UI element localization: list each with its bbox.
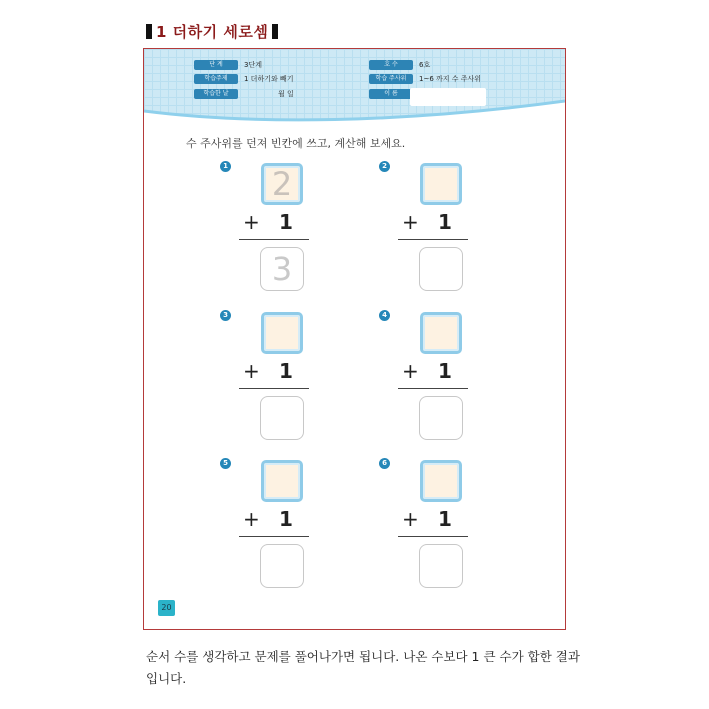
label-topic: 학습주제 [194, 74, 238, 84]
sum-line [398, 388, 468, 389]
sum-line [239, 239, 309, 240]
label-date: 학습한 날 [194, 89, 238, 99]
plus-sign: + [243, 210, 260, 234]
answer-box[interactable] [260, 396, 304, 440]
addend-one: 1 [279, 359, 293, 383]
addend-box[interactable]: 2 [261, 163, 303, 205]
label-issue: 호 수 [369, 60, 413, 70]
plus-sign: + [243, 359, 260, 383]
addend-box[interactable] [261, 312, 303, 354]
answer-box[interactable] [419, 396, 463, 440]
sum-line [398, 239, 468, 240]
problem-4 [382, 311, 488, 442]
addend-one: 1 [438, 507, 452, 531]
problem-3 [223, 311, 329, 442]
operation [402, 211, 472, 233]
title-marker-right [272, 24, 278, 39]
instruction-text: 수 주사위를 던져 빈칸에 쓰고, 계산해 보세요. [186, 137, 406, 150]
header-row-level [194, 59, 262, 71]
sum-line [398, 536, 468, 537]
problem-5 [223, 459, 329, 590]
answer-box[interactable] [260, 544, 304, 588]
value-level: 3단계 [244, 61, 262, 69]
header-row-date [194, 88, 294, 100]
operation [402, 360, 472, 382]
addend-one: 1 [438, 359, 452, 383]
problem-number: 2 [379, 161, 390, 172]
addend-one: 1 [438, 210, 452, 234]
plus-sign: + [402, 507, 419, 531]
problem-number: 1 [220, 161, 231, 172]
addend-box[interactable] [420, 163, 462, 205]
worksheet [143, 48, 566, 630]
plus-sign: + [243, 507, 260, 531]
page-number: 20 [158, 600, 175, 616]
addend-one: 1 [279, 210, 293, 234]
sum-line [239, 388, 309, 389]
problem-6 [382, 459, 488, 590]
operation [243, 360, 313, 382]
addend-one: 1 [279, 507, 293, 531]
answer-box[interactable] [419, 544, 463, 588]
addend-box[interactable] [420, 312, 462, 354]
plus-sign: + [402, 359, 419, 383]
header-row-issue [369, 59, 430, 71]
problem-number: 4 [379, 310, 390, 321]
section-title [146, 20, 278, 42]
label-dice: 학습 주사위 [369, 74, 413, 84]
operation [243, 508, 313, 530]
header-row-name [369, 88, 413, 100]
name-input[interactable] [410, 88, 486, 106]
problem-2 [382, 162, 488, 293]
operation [243, 211, 313, 233]
answer-box[interactable] [419, 247, 463, 291]
value-dice: 1~6 까지 수 주사위 [419, 75, 482, 83]
operation [402, 508, 472, 530]
header-wave [144, 97, 565, 127]
title-text: 1 더하기 세로셈 [156, 22, 269, 41]
label-level: 단 계 [194, 60, 238, 70]
plus-sign: + [402, 210, 419, 234]
value-issue: 6호 [419, 61, 431, 69]
problem-1 [223, 162, 329, 293]
label-name: 이 름 [369, 89, 413, 99]
problem-number: 3 [220, 310, 231, 321]
answer-box[interactable]: 3 [260, 247, 304, 291]
sum-line [239, 536, 309, 537]
header-row-dice [369, 73, 481, 85]
addend-box[interactable] [420, 460, 462, 502]
value-date: 월 일 [278, 90, 294, 98]
header-row-topic [194, 73, 293, 85]
caption-text: 순서 수를 생각하고 문제를 풀어나가면 됩니다. 나온 수보다 1 큰 수가 합한 결과입니다. [146, 649, 580, 686]
problem-number: 5 [220, 458, 231, 469]
value-topic: 1 더하기와 빼기 [244, 75, 294, 83]
title-marker-left [146, 24, 152, 39]
problem-number: 6 [379, 458, 390, 469]
addend-box[interactable] [261, 460, 303, 502]
